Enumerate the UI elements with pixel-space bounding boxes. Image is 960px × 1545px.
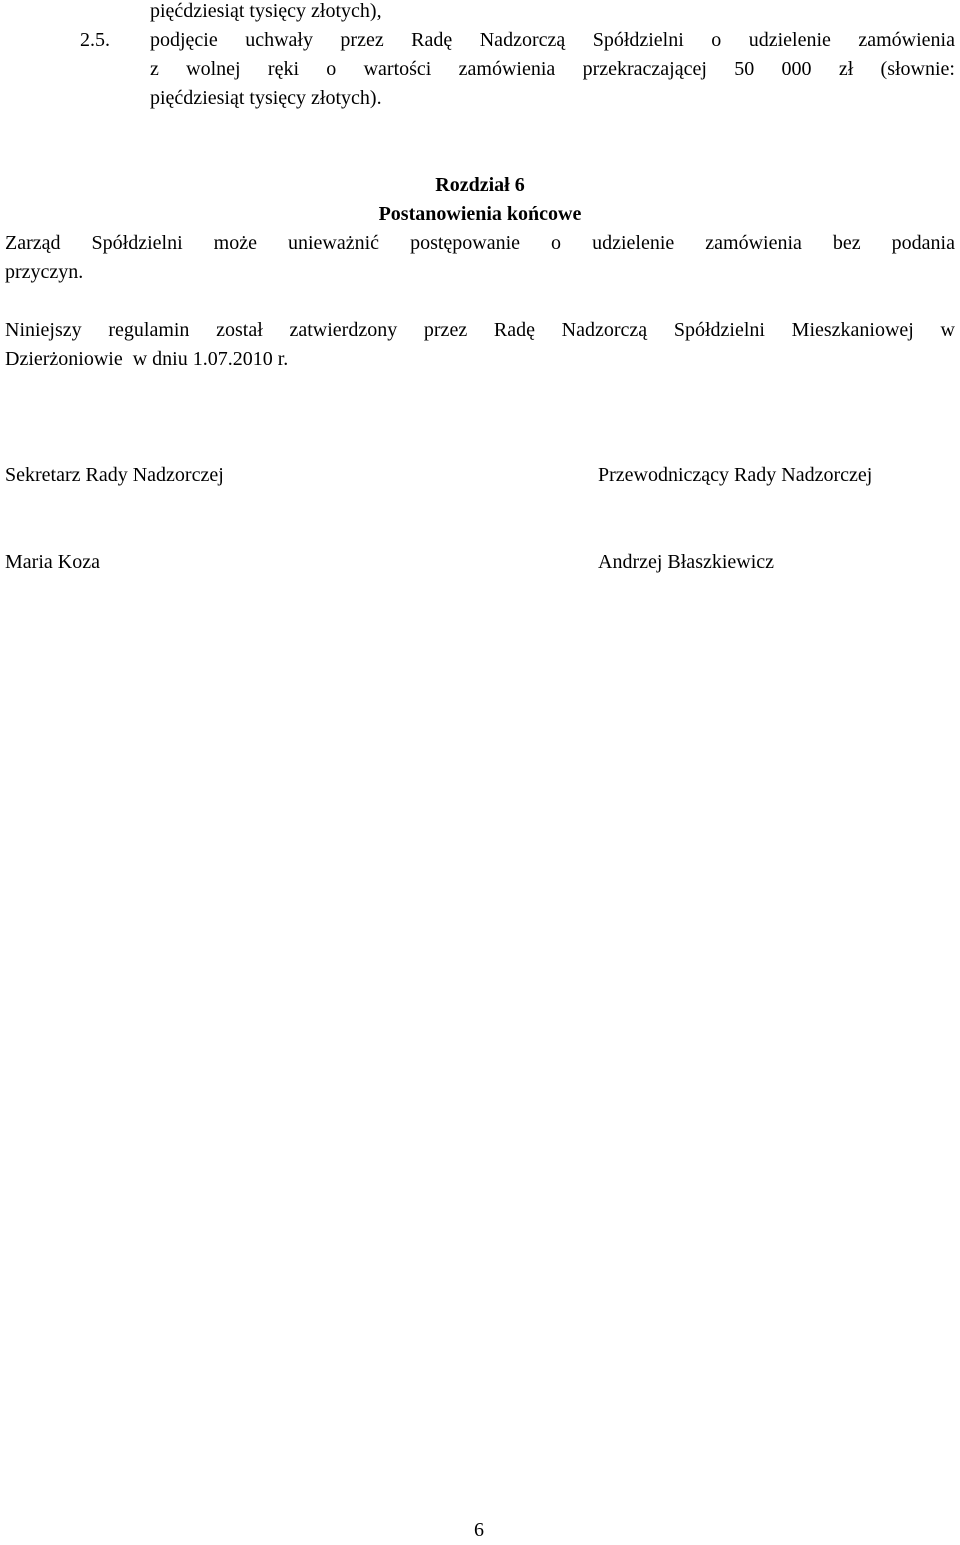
list-item-line-3: pięćdziesiąt tysięcy złotych).: [150, 87, 382, 109]
signature-right-name: Andrzej Błaszkiewicz: [598, 551, 775, 573]
signature-left-role: Sekretarz Rady Nadzorczej: [5, 464, 224, 486]
chapter-number: Rozdział 6: [435, 174, 525, 196]
list-item-line-2: z wolnej ręki o wartości zamówienia przekraczającej 50 000 zł (słownie:: [150, 58, 955, 80]
paragraph-2-line-2: Dzierżoniowie w dniu 1.07.2010 r.: [5, 348, 289, 370]
paragraph-2-line-1: Niniejszy regulamin został zatwierdzony przez Radę Nadzorczą Spółdzielni Mieszkaniowej w: [5, 319, 955, 341]
page-number: 6: [474, 1519, 484, 1541]
paragraph-1-line-1: Zarząd Spółdzielni może unieważnić postępowanie o udzielenie zamówienia bez podania: [5, 232, 955, 254]
chapter-title: Postanowienia końcowe: [378, 203, 582, 225]
paragraph-1-line-2: przyczyn.: [5, 261, 84, 283]
signature-left-name: Maria Koza: [5, 551, 100, 573]
list-item-previous-end: pięćdziesiąt tysięcy złotych),: [150, 0, 382, 22]
list-item-number: 2.5.: [80, 29, 110, 51]
list-item-line-1: podjęcie uchwały przez Radę Nadzorczą Spółdzielni o udzielenie zamówienia: [150, 29, 955, 51]
signature-right-role: Przewodniczący Rady Nadzorczej: [598, 464, 873, 486]
